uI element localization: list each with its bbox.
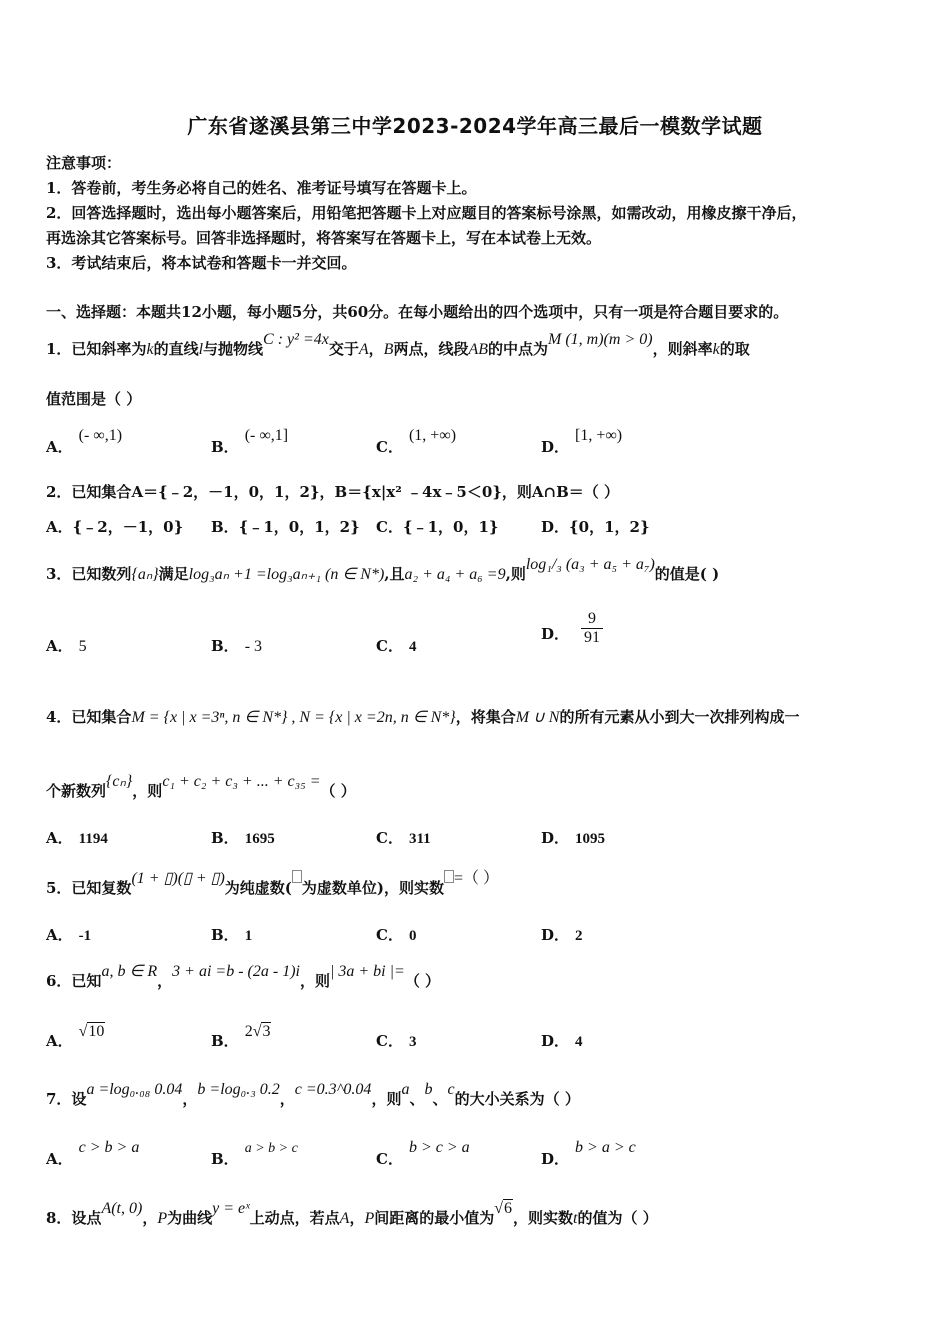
option-label: B． [211, 637, 239, 655]
q6-text: （ ） [404, 972, 441, 990]
q2-option-a [46, 516, 183, 537]
option-value: {﹣1，0，1} [402, 518, 499, 536]
page-title: 广东省遂溪县第三中学2023-2024学年高三最后一模数学试题 [187, 114, 763, 138]
option-sqrt: √10 [78, 1023, 105, 1040]
option-label: A． [46, 637, 73, 655]
option-value: (- ∞,1] [244, 427, 289, 444]
option-label: A． [46, 926, 73, 944]
option-label: C． [376, 926, 403, 944]
option-value: 3 [408, 1034, 417, 1050]
q3-option-b [211, 635, 262, 656]
q6-option-a [46, 1023, 105, 1051]
q8-text: 的值为（ ） [577, 1209, 658, 1227]
q3-option-d [541, 610, 603, 647]
sqrt-coefficient: 2 [244, 1023, 253, 1040]
q8-point-a: A [339, 1210, 350, 1227]
q1-option-c [376, 427, 457, 457]
question-3 [46, 556, 720, 584]
sqrt-radicand: 3 [262, 1023, 271, 1040]
option-value: 311 [408, 831, 431, 847]
notice-item-1: 1．答卷前，考生务必将自己的姓名、准考证号填写在答题卡上。 [46, 179, 477, 197]
q5-option-d [541, 924, 583, 945]
option-value: [1, +∞) [575, 427, 623, 444]
notice-heading: 注意事项： [46, 154, 122, 172]
q8-curve-formula: y = eˣ [212, 1200, 250, 1217]
q5-text: 5．已知复数 [46, 879, 132, 897]
q4-text: 的所有元素从小到大一次排列构成一 [559, 708, 800, 726]
fraction-denominator: 91 [584, 629, 601, 646]
q4-text: 4．已知集合 [46, 708, 132, 726]
q1-text: 的取 [719, 340, 750, 358]
q5-option-c [376, 924, 416, 945]
option-value: {﹣2，－1，0} [72, 518, 184, 536]
option-label: B． [211, 438, 239, 456]
q3-sequence: {aₙ} [131, 566, 159, 583]
option-label: C． [376, 1150, 403, 1168]
q1-text: 的中点为 [488, 340, 549, 358]
q7-var-b: b [424, 1081, 433, 1098]
option-label: A． [46, 1150, 73, 1168]
q6-text: ， [157, 972, 173, 990]
question-7 [46, 1081, 580, 1109]
option-value: -1 [78, 928, 92, 944]
q4-sum-formula: c₁ + c₂ + c₃ + ... + c₃₅ = [162, 773, 321, 790]
q7-option-b [211, 1141, 298, 1169]
section-heading: 一、选择题：本题共12小题，每小题5分，共60分。在每小题给出的四个选项中，只有一项是符合题目要求的。 [46, 303, 789, 321]
q4-sets-formula: M = {x | x =3ⁿ, n ∈ N*} , N = {x | x =2n, n ∈ N*} [131, 709, 456, 726]
q3-text: ,且 [384, 565, 405, 583]
question-4 [46, 706, 799, 727]
option-label: C． [376, 637, 403, 655]
q8-point-p: P [364, 1210, 375, 1227]
q1-point-b: B [383, 341, 394, 358]
q7-text: 、 [409, 1090, 425, 1108]
question-5 [46, 870, 500, 898]
q3-text: 的值是( ) [654, 565, 720, 583]
question-1-line-2: 值范围是（ ） [46, 390, 142, 408]
option-value: 1 [244, 928, 253, 944]
q8-text: 间距离的最小值为 [374, 1209, 495, 1227]
q7-c-formula: c =0.3^0.04 [294, 1081, 372, 1098]
q3-text: ,则 [505, 565, 526, 583]
notice-item-3: 3．考试结束后，将本试卷和答题卡一并交回。 [46, 254, 357, 272]
q1-text: 两点，线段 [393, 340, 469, 358]
q1-option-d [541, 427, 623, 457]
option-value: (- ∞,1) [78, 427, 123, 444]
q8-point-p: P [157, 1210, 168, 1227]
sqrt-radicand: 6 [504, 1200, 513, 1217]
q3-option-a [46, 635, 87, 656]
option-label: B． [211, 829, 239, 847]
q6-option-d [541, 1030, 583, 1051]
q7-text: ， [279, 1090, 295, 1108]
sqrt-radicand: 10 [88, 1023, 105, 1040]
q3-text: 3．已知数列 [46, 565, 132, 583]
option-value: 4 [408, 639, 417, 655]
q1-midpoint-formula: M (1, m)(m > 0) [548, 331, 653, 348]
option-label: B． [211, 926, 239, 944]
q5-option-a [46, 924, 91, 945]
option-label: D． [541, 1150, 570, 1168]
q4-union-formula: M ∪ N [515, 709, 560, 726]
option-label: A． [46, 438, 73, 456]
option-label: A． [46, 518, 73, 536]
q6-option-b [211, 1023, 271, 1051]
q7-text: 7．设 [46, 1090, 87, 1108]
q5-text: 为虚数单位)，则实数 [301, 879, 444, 897]
q4-text: （ ） [320, 782, 356, 800]
q8-text: ， [142, 1209, 158, 1227]
q7-var-c: c [447, 1081, 455, 1098]
q4-sequence: {cₙ} [106, 773, 133, 790]
q1-option-a [46, 427, 123, 457]
q1-text: 交于 [328, 340, 359, 358]
q1-text: ， [368, 340, 384, 358]
q8-text: 为曲线 [167, 1209, 213, 1227]
missing-symbol-icon [444, 870, 454, 883]
option-value: 2 [575, 928, 583, 944]
q8-text: 上动点，若点 [249, 1209, 340, 1227]
q1-text: 与抛物线 [203, 340, 264, 358]
q8-point-formula: A(t, 0) [101, 1200, 143, 1217]
q4-text: 个新数列 [46, 782, 107, 800]
option-label: C． [376, 1032, 403, 1050]
question-8 [46, 1200, 658, 1228]
q2-option-b [211, 516, 360, 537]
q8-text: 8．设点 [46, 1209, 102, 1227]
q7-text: 、 [432, 1090, 448, 1108]
q7-text: ， [182, 1090, 198, 1108]
question-1 [46, 331, 750, 359]
q4-text: ，则 [132, 782, 163, 800]
option-value: - 3 [244, 638, 263, 655]
q1-point-a: A [358, 341, 369, 358]
q3-option-c [376, 635, 416, 656]
option-label: D． [541, 518, 570, 536]
option-label: C． [376, 438, 403, 456]
option-label: C． [376, 829, 403, 847]
q6-text: ，则 [299, 972, 330, 990]
option-label: D． [541, 829, 570, 847]
q8-text: ， [349, 1209, 365, 1227]
q2-option-c [376, 516, 499, 537]
q7-text: 的大小关系为（ ） [454, 1090, 580, 1108]
q7-text: ，则 [371, 1090, 402, 1108]
q7-a-formula: a =log₀.₀₈ 0.04 [86, 1081, 183, 1098]
q6-condition-2: 3 + ai =b - (2a - 1)i [172, 963, 300, 980]
q7-option-a [46, 1139, 140, 1169]
notice-item-2: 2．回答选择题时，选出每小题答案后，用铅笔把答题卡上对应题目的答案标号涂黑，如需改动，用橡皮擦干净后， [46, 204, 807, 222]
q8-var-t: t [573, 1210, 578, 1227]
q6-condition-1: a, b ∈ R [101, 963, 158, 980]
option-value: 1695 [244, 831, 275, 847]
q1-text: ，则斜率 [652, 340, 713, 358]
q1-l: l [198, 341, 204, 358]
q1-segment-ab: AB [468, 341, 488, 358]
q7-var-a: a [401, 1081, 410, 1098]
option-value: 4 [575, 1034, 583, 1050]
option-value: {0，1，2} [569, 518, 650, 536]
option-label: C． [376, 518, 403, 536]
q4-option-b [211, 827, 275, 848]
option-value: b > a > c [575, 1139, 636, 1156]
option-sqrt: 2√3 [244, 1023, 271, 1040]
q4-option-d [541, 827, 605, 848]
q8-sqrt: √6 [494, 1200, 513, 1217]
q5-text: 为纯虚数( [224, 879, 292, 897]
q6-modulus-expression: | 3a + bi |= [329, 963, 405, 980]
option-value: c > b > a [78, 1139, 140, 1156]
option-value: 1095 [575, 831, 606, 847]
option-label: D． [541, 438, 570, 456]
q1-option-b [211, 427, 289, 457]
q2-option-d [541, 516, 650, 537]
fraction-numerator: 9 [581, 610, 603, 629]
option-label: D． [541, 926, 570, 944]
q6-text: 6．已知 [46, 972, 102, 990]
option-label: B． [211, 1150, 239, 1168]
q5-complex-expression: (1 + ▯)(▯ + ▯) [131, 870, 225, 887]
q5-option-b [211, 924, 252, 945]
q1-k: k [146, 341, 154, 358]
question-2: 2．已知集合A＝{﹣2，－1，0，1，2}，B＝{x|x² ﹣4x﹣5＜0}，则A∩B＝（ ） [46, 483, 620, 501]
q4-option-a [46, 827, 108, 848]
q1-text: 的直线 [153, 340, 199, 358]
option-value: a > b > c [244, 1141, 298, 1156]
option-value: 0 [408, 928, 417, 944]
q1-parabola-formula: C : y² =4x [263, 331, 329, 348]
q7-b-formula: b =log₀.₃ 0.2 [197, 1081, 280, 1098]
option-label: B． [211, 1032, 239, 1050]
option-value: (1, +∞) [408, 427, 457, 444]
q7-option-c [376, 1139, 470, 1169]
q3-condition-formula: log₃aₙ +1 =log₃aₙ₊₁ (n ∈ N*) [188, 566, 385, 583]
notice-item-2-cont: 再选涂其它答案标号。回答非选择题时，将答案写在答题卡上，写在本试卷上无效。 [46, 229, 602, 247]
q3-sum-formula: a₂ + a₄ + a₆ =9 [404, 566, 506, 583]
q1-k: k [712, 341, 720, 358]
option-label: A． [46, 829, 73, 847]
q3-text: 满足 [158, 565, 189, 583]
q7-option-d [541, 1139, 636, 1169]
missing-symbol-icon [292, 870, 302, 883]
question-4-line-2 [46, 773, 356, 801]
q6-option-c [376, 1030, 416, 1051]
q3-log-expression: log₁/₃ (a₃ + a₅ + a₇) [525, 556, 655, 573]
option-label: D． [541, 624, 570, 643]
question-6 [46, 963, 441, 991]
option-value: 5 [78, 638, 87, 655]
q1-text: 1．已知斜率为 [46, 340, 147, 358]
q8-text: ，则实数 [513, 1209, 574, 1227]
option-value: 1194 [78, 831, 108, 847]
q4-option-c [376, 827, 431, 848]
option-label: D． [541, 1032, 570, 1050]
option-value: b > c > a [408, 1139, 470, 1156]
option-value: {﹣1，0，1，2} [238, 518, 360, 536]
option-label: A． [46, 1032, 73, 1050]
q4-text: ，将集合 [455, 708, 516, 726]
q5-text: =（ ） [454, 870, 500, 887]
option-fraction [581, 610, 603, 647]
option-label: B． [211, 518, 239, 536]
